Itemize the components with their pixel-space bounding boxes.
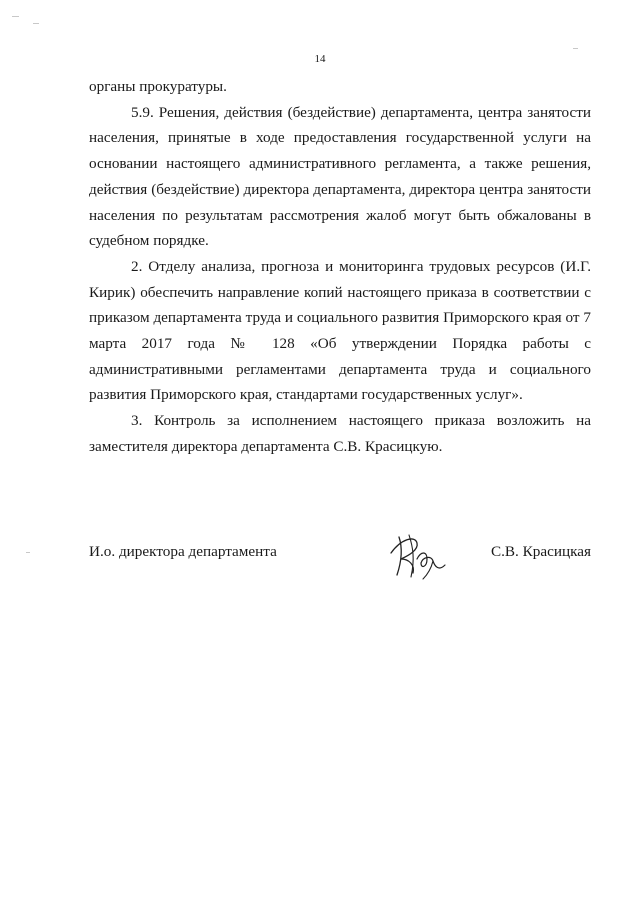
signer-title: И.о. директора департамента xyxy=(89,543,277,560)
paragraph-item-2: 2. Отделу анализа, прогноза и мониторинга трудовых ресурсов (И.Г. Кирик) обеспечить направление копий настоящего приказа в соответствии с приказом департамента труда и социального развития Приморского края от 7 марта 2017 года № 128 «Об утверждении Порядка работы с административными регламентами департамента труда и социального развития Приморского края, стандартами государственных услуг». xyxy=(89,257,591,404)
scan-artifact xyxy=(12,16,19,17)
signature-block xyxy=(89,529,591,581)
scan-artifact xyxy=(26,552,30,553)
paragraph-5-9: 5.9. Решения, действия (бездействие) департамента, центра занятости населения, принятые в ходе предоставления государственной услуги на основании настоящего административного регламента, а также решения, действия (бездействие) директора департамента, директора центра занятости населения по результатам рассмотрения жалоб могут быть обжалованы в судебном порядке. xyxy=(89,103,591,250)
signer-name: С.В. Красицкая xyxy=(491,543,591,560)
scan-artifact xyxy=(573,48,578,49)
scan-artifact xyxy=(33,23,39,24)
page-number: 14 xyxy=(314,53,326,65)
handwritten-signature-icon xyxy=(387,529,457,581)
paragraph-item-3: 3. Контроль за исполнением настоящего приказа возложить на заместителя директора департамента С.В. Красицкую. xyxy=(89,412,591,455)
paragraph-continuation: органы прокуратуры. xyxy=(89,78,227,95)
document-body xyxy=(89,74,591,460)
